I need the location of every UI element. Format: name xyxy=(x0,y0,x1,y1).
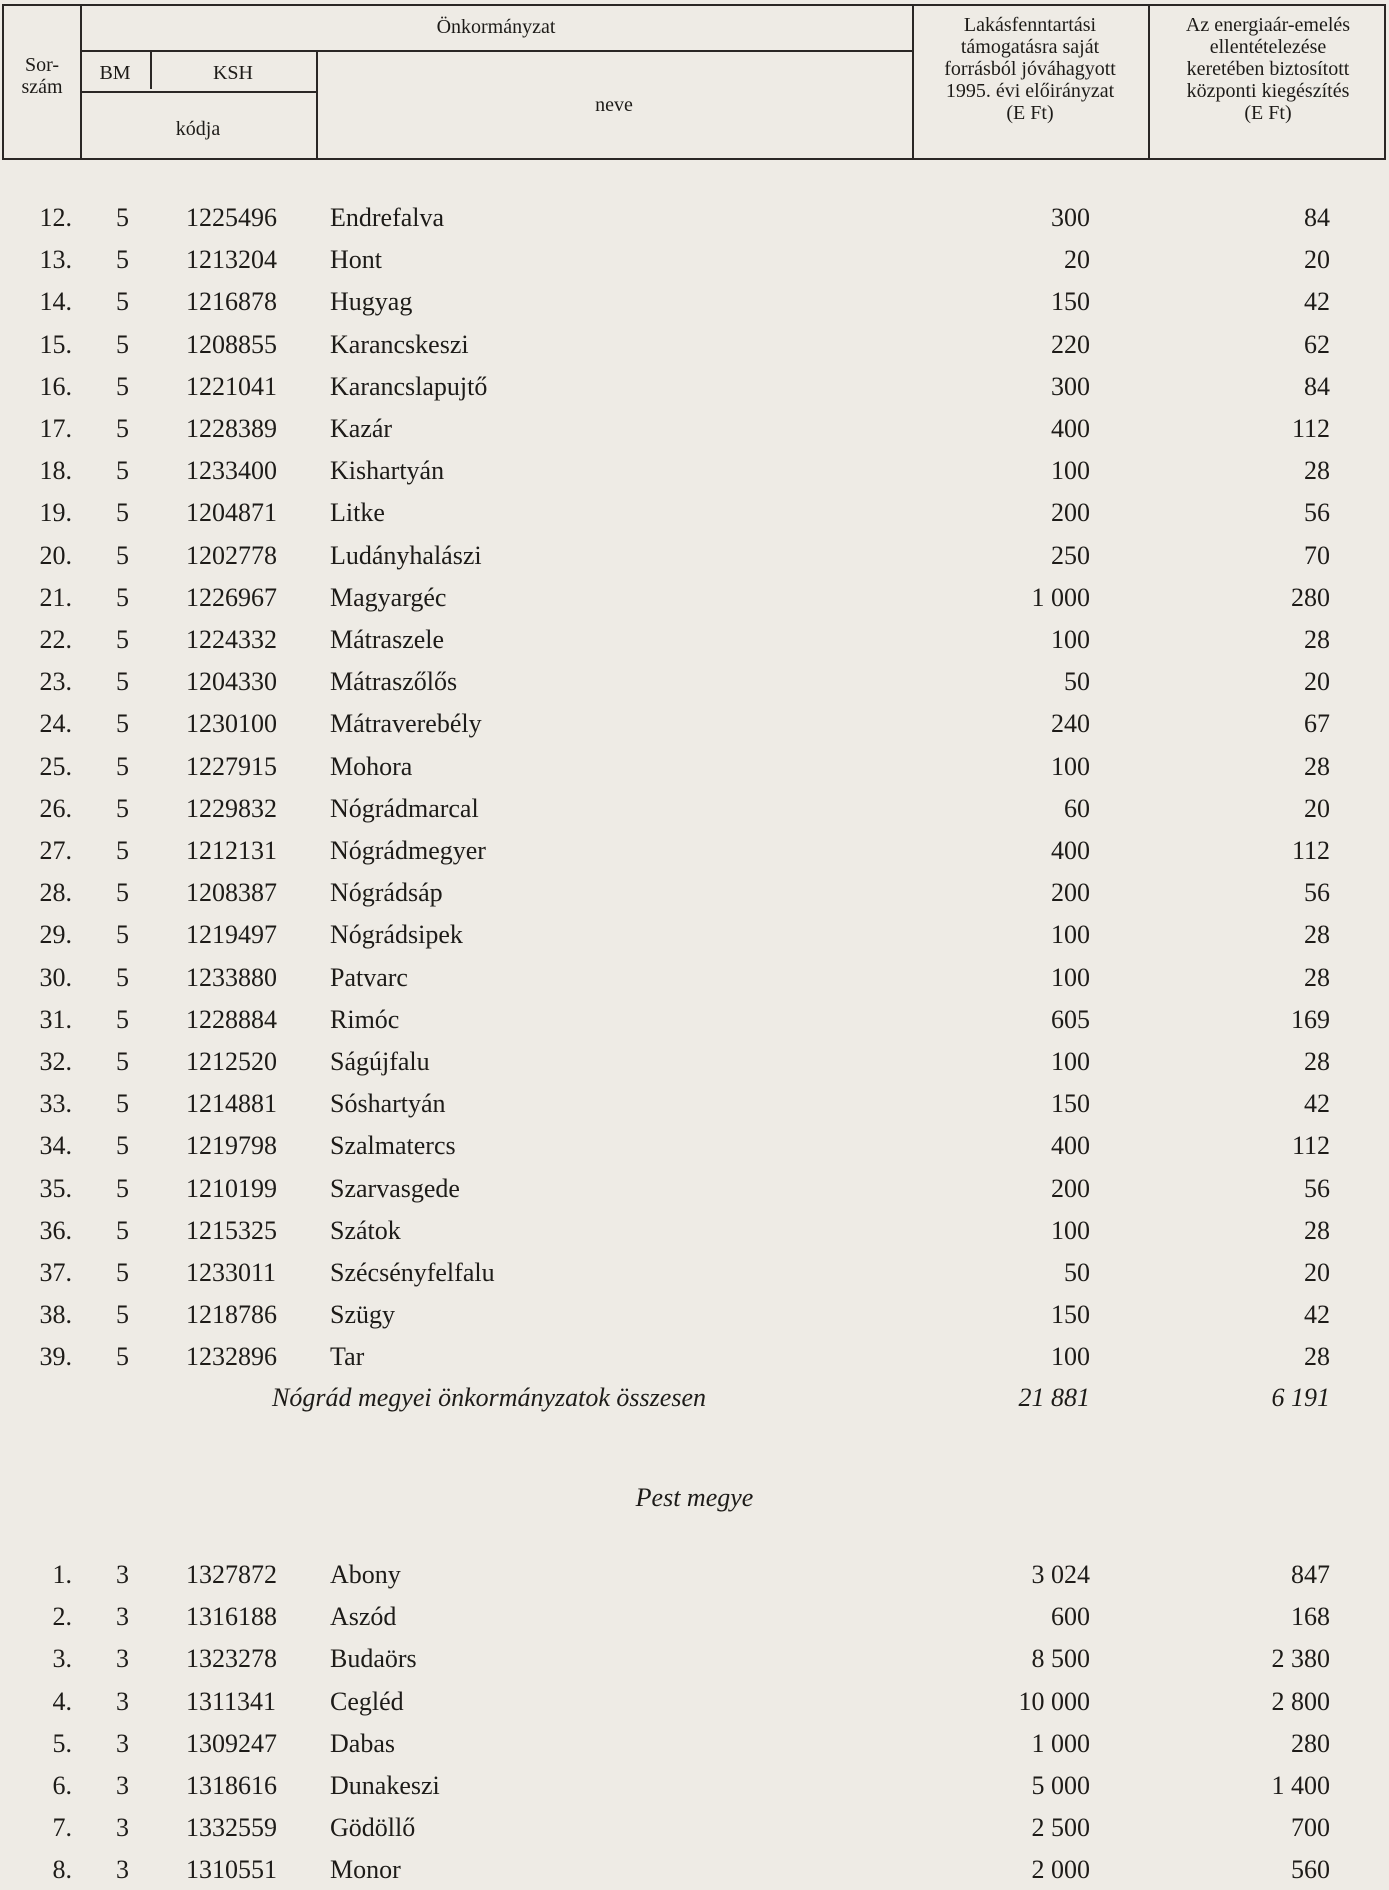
row-bm-code: 5 xyxy=(116,203,129,232)
row-fund: 250 xyxy=(1051,540,1090,570)
row-bm-code: 5 xyxy=(116,287,129,317)
row-number: 3. xyxy=(52,1644,72,1674)
row-bm-code: 3 xyxy=(116,1644,129,1674)
header-ksh: KSH xyxy=(212,62,253,84)
row-compensation: 28 xyxy=(1304,1047,1330,1076)
row-ksh-code: 1229832 xyxy=(186,793,277,823)
row-number: 16. xyxy=(39,371,72,401)
table-row xyxy=(0,536,1389,576)
row-number: 4. xyxy=(52,1686,72,1716)
table-row xyxy=(0,240,1389,280)
table-row xyxy=(0,1000,1389,1040)
row-bm-code: 3 xyxy=(116,1686,129,1716)
table-row xyxy=(0,873,1389,913)
row-number: 8. xyxy=(52,1855,72,1885)
row-number: 35. xyxy=(39,1173,72,1203)
row-name: Mátraverebély xyxy=(330,709,482,739)
row-bm-code: 5 xyxy=(116,1131,129,1161)
row-compensation: 70 xyxy=(1304,540,1330,570)
row-ksh-code: 1221041 xyxy=(186,371,277,401)
row-name: Endrefalva xyxy=(330,203,445,232)
table-row xyxy=(0,1682,1389,1722)
row-fund: 1 000 xyxy=(1031,582,1090,612)
row-bm-code: 3 xyxy=(116,1602,129,1632)
row-number: 12. xyxy=(39,203,72,232)
row-compensation: 56 xyxy=(1304,1173,1330,1203)
row-bm-code: 5 xyxy=(116,836,129,865)
table-row xyxy=(0,704,1389,744)
table-row xyxy=(0,747,1389,787)
row-bm-code: 5 xyxy=(116,1004,129,1034)
table-row xyxy=(0,1295,1389,1335)
row-number: 17. xyxy=(39,414,72,443)
row-fund: 605 xyxy=(1051,1004,1090,1034)
row-number: 21. xyxy=(39,582,72,612)
row-fund: 60 xyxy=(1064,793,1090,823)
row-fund: 100 xyxy=(1051,625,1090,654)
row-compensation: 42 xyxy=(1304,1300,1330,1330)
row-number: 25. xyxy=(39,751,72,781)
row-number: 15. xyxy=(39,329,72,359)
header-neve: neve xyxy=(595,94,633,116)
row-name: Nógrádsáp xyxy=(330,878,443,908)
row-ksh-code: 1310551 xyxy=(186,1855,277,1885)
row-name: Ludányhalászi xyxy=(330,540,482,570)
row-name: Hont xyxy=(330,245,382,275)
row-ksh-code: 1227915 xyxy=(186,751,277,781)
row-number: 34. xyxy=(39,1131,72,1161)
row-ksh-code: 1204330 xyxy=(186,667,277,697)
row-fund: 100 xyxy=(1051,1215,1090,1245)
row-ksh-code: 1224332 xyxy=(186,625,277,654)
row-fund: 20 xyxy=(1064,245,1090,275)
table-row xyxy=(0,1169,1389,1209)
row-name: Abony xyxy=(330,1560,401,1589)
header-kodja: kódja xyxy=(175,118,221,140)
row-ksh-code: 1202778 xyxy=(186,540,277,570)
table-row xyxy=(0,1211,1389,1251)
row-number: 19. xyxy=(39,498,72,528)
row-bm-code: 5 xyxy=(116,1342,129,1372)
table-row xyxy=(0,451,1389,491)
row-name: Karancskeszi xyxy=(330,329,469,359)
table-row xyxy=(0,662,1389,702)
row-ksh-code: 1232896 xyxy=(186,1342,277,1372)
row-ksh-code: 1309247 xyxy=(186,1728,277,1758)
row-name: Szécsényfelfalu xyxy=(330,1258,495,1287)
row-number: 36. xyxy=(39,1215,72,1245)
row-name: Szalmatercs xyxy=(330,1131,456,1161)
row-compensation: 112 xyxy=(1291,1131,1330,1161)
row-ksh-code: 1316188 xyxy=(186,1602,277,1632)
table-row xyxy=(0,789,1389,829)
row-ksh-code: 1332559 xyxy=(186,1813,277,1843)
row-compensation: 67 xyxy=(1304,709,1330,739)
row-name: Nógrádsipek xyxy=(330,920,463,950)
total-label: Nógrád megyei önkormányzatok összesen xyxy=(272,1383,706,1412)
row-number: 39. xyxy=(39,1342,72,1372)
row-ksh-code: 1233400 xyxy=(186,456,277,486)
row-fund: 5 000 xyxy=(1031,1771,1090,1800)
table-row xyxy=(0,578,1389,618)
row-compensation: 20 xyxy=(1304,667,1330,697)
row-fund: 600 xyxy=(1051,1602,1090,1632)
row-name: Mohora xyxy=(330,751,413,781)
row-number: 5. xyxy=(52,1728,72,1758)
row-compensation: 84 xyxy=(1304,203,1330,232)
row-number: 22. xyxy=(39,625,72,654)
section-title-pest: Pest megye xyxy=(635,1483,754,1512)
row-name: Gödöllő xyxy=(330,1813,416,1843)
row-fund: 150 xyxy=(1051,287,1090,317)
row-fund: 400 xyxy=(1051,414,1090,443)
row-bm-code: 5 xyxy=(116,709,129,739)
row-name: Ságújfalu xyxy=(330,1047,430,1076)
table-row xyxy=(0,1253,1389,1293)
row-name: Szügy xyxy=(330,1300,395,1330)
row-name: Szarvasgede xyxy=(330,1173,460,1203)
table-row xyxy=(0,409,1389,449)
row-bm-code: 5 xyxy=(116,1215,129,1245)
row-name: Mátraszőlős xyxy=(330,667,458,697)
table-row xyxy=(0,1597,1389,1637)
row-bm-code: 5 xyxy=(116,667,129,697)
row-bm-code: 5 xyxy=(116,540,129,570)
row-number: 24. xyxy=(39,709,72,739)
row-fund: 100 xyxy=(1051,1047,1090,1076)
row-number: 13. xyxy=(39,245,72,275)
row-name: Szátok xyxy=(330,1215,401,1245)
row-fund: 100 xyxy=(1051,751,1090,781)
table-row xyxy=(0,198,1389,238)
table-row xyxy=(0,282,1389,322)
row-fund: 220 xyxy=(1051,329,1090,359)
table-row xyxy=(0,1337,1389,1377)
row-compensation: 112 xyxy=(1291,414,1330,443)
row-compensation: 42 xyxy=(1304,287,1330,317)
row-compensation: 28 xyxy=(1304,456,1330,486)
row-bm-code: 3 xyxy=(116,1813,129,1843)
table-row xyxy=(0,367,1389,407)
row-ksh-code: 1214881 xyxy=(186,1089,277,1119)
row-name: Karancslapujtő xyxy=(330,371,488,401)
total-fund: 21 881 xyxy=(1018,1383,1090,1412)
row-name: Cegléd xyxy=(330,1686,404,1716)
row-name: Kazár xyxy=(330,414,393,443)
row-compensation: 20 xyxy=(1304,1258,1330,1287)
row-ksh-code: 1212131 xyxy=(186,836,277,865)
row-bm-code: 5 xyxy=(116,793,129,823)
table-row xyxy=(0,493,1389,533)
row-number: 28. xyxy=(39,878,72,908)
row-name: Nógrádmegyer xyxy=(330,836,486,865)
row-number: 14. xyxy=(39,287,72,317)
table-row xyxy=(0,958,1389,998)
row-compensation: 28 xyxy=(1304,962,1330,992)
table-row xyxy=(0,1766,1389,1806)
row-compensation: 28 xyxy=(1304,1215,1330,1245)
row-ksh-code: 1228884 xyxy=(186,1004,277,1034)
row-bm-code: 5 xyxy=(116,1300,129,1330)
row-compensation: 169 xyxy=(1291,1004,1330,1034)
row-ksh-code: 1213204 xyxy=(186,245,277,275)
row-fund: 200 xyxy=(1051,498,1090,528)
row-bm-code: 5 xyxy=(116,625,129,654)
total-compensation: 6 191 xyxy=(1271,1383,1330,1412)
row-ksh-code: 1208855 xyxy=(186,329,277,359)
row-compensation: 2 800 xyxy=(1271,1686,1330,1716)
table-row xyxy=(0,915,1389,955)
row-compensation: 280 xyxy=(1291,582,1330,612)
row-fund: 200 xyxy=(1051,1173,1090,1203)
row-fund: 100 xyxy=(1051,920,1090,950)
row-ksh-code: 1226967 xyxy=(186,582,277,612)
row-number: 2. xyxy=(52,1602,72,1632)
row-bm-code: 5 xyxy=(116,962,129,992)
row-number: 37. xyxy=(39,1258,72,1287)
row-name: Nógrádmarcal xyxy=(330,793,479,823)
row-name: Kishartyán xyxy=(330,456,445,486)
nograd-total-row xyxy=(0,1378,1389,1418)
row-fund: 100 xyxy=(1051,456,1090,486)
row-ksh-code: 1228389 xyxy=(186,414,277,443)
row-ksh-code: 1327872 xyxy=(186,1560,277,1589)
row-name: Litke xyxy=(330,498,385,528)
row-bm-code: 5 xyxy=(116,1258,129,1287)
header-fund-column: Lakásfenntartási támogatásra saját forrásból jóváhagyott 1995. évi előirányzat (E Ft) xyxy=(944,14,1116,124)
row-fund: 100 xyxy=(1051,962,1090,992)
row-bm-code: 5 xyxy=(116,245,129,275)
row-ksh-code: 1318616 xyxy=(186,1771,277,1800)
row-name: Sóshartyán xyxy=(330,1089,446,1119)
row-compensation: 112 xyxy=(1291,836,1330,865)
row-name: Mátraszele xyxy=(330,625,445,654)
row-compensation: 280 xyxy=(1291,1728,1330,1758)
row-ksh-code: 1233880 xyxy=(186,962,277,992)
row-name: Magyargéc xyxy=(330,582,447,612)
row-fund: 240 xyxy=(1051,709,1090,739)
row-bm-code: 5 xyxy=(116,1173,129,1203)
header-divider xyxy=(80,91,316,93)
row-ksh-code: 1323278 xyxy=(186,1644,277,1674)
row-ksh-code: 1219497 xyxy=(186,920,277,950)
row-compensation: 847 xyxy=(1291,1560,1330,1589)
row-fund: 8 500 xyxy=(1031,1644,1090,1674)
row-name: Dabas xyxy=(330,1728,395,1758)
table-row xyxy=(0,1555,1389,1595)
table-row xyxy=(0,1084,1389,1124)
row-bm-code: 5 xyxy=(116,414,129,443)
table-row xyxy=(0,1808,1389,1848)
row-fund: 10 000 xyxy=(1018,1686,1090,1716)
row-number: 38. xyxy=(39,1300,72,1330)
row-bm-code: 5 xyxy=(116,582,129,612)
row-name: Hugyag xyxy=(330,287,413,317)
row-fund: 300 xyxy=(1051,371,1090,401)
row-compensation: 560 xyxy=(1291,1855,1330,1885)
row-compensation: 28 xyxy=(1304,920,1330,950)
row-fund: 100 xyxy=(1051,1342,1090,1372)
row-compensation: 20 xyxy=(1304,245,1330,275)
row-compensation: 28 xyxy=(1304,751,1330,781)
row-name: Aszód xyxy=(330,1602,397,1632)
row-number: 30. xyxy=(39,962,72,992)
row-bm-code: 5 xyxy=(116,498,129,528)
row-number: 23. xyxy=(39,667,72,697)
header-bm: BM xyxy=(99,62,131,84)
table-row xyxy=(0,325,1389,365)
row-number: 26. xyxy=(39,793,72,823)
row-compensation: 42 xyxy=(1304,1089,1330,1119)
row-number: 29. xyxy=(39,920,72,950)
row-number: 7. xyxy=(52,1813,72,1843)
row-name: Rimóc xyxy=(330,1004,400,1034)
table-row xyxy=(0,1042,1389,1082)
row-bm-code: 3 xyxy=(116,1855,129,1885)
row-bm-code: 3 xyxy=(116,1728,129,1758)
table-row xyxy=(0,1639,1389,1679)
row-ksh-code: 1215325 xyxy=(186,1215,277,1245)
header-divider xyxy=(80,50,912,52)
row-bm-code: 5 xyxy=(116,329,129,359)
row-compensation: 168 xyxy=(1291,1602,1330,1632)
table-row xyxy=(0,1126,1389,1166)
table-row xyxy=(0,831,1389,871)
row-number: 32. xyxy=(39,1047,72,1076)
row-bm-code: 5 xyxy=(116,751,129,781)
row-fund: 400 xyxy=(1051,1131,1090,1161)
row-compensation: 700 xyxy=(1291,1813,1330,1843)
row-fund: 50 xyxy=(1064,667,1090,697)
row-compensation: 56 xyxy=(1304,878,1330,908)
table-header xyxy=(2,4,1386,160)
row-name: Dunakeszi xyxy=(330,1771,440,1800)
row-name: Budaörs xyxy=(330,1644,417,1674)
row-compensation: 1 400 xyxy=(1271,1771,1330,1800)
row-number: 31. xyxy=(39,1004,72,1034)
row-fund: 200 xyxy=(1051,878,1090,908)
row-bm-code: 5 xyxy=(116,878,129,908)
row-compensation: 28 xyxy=(1304,1342,1330,1372)
row-bm-code: 5 xyxy=(116,920,129,950)
row-ksh-code: 1210199 xyxy=(186,1173,277,1203)
row-bm-code: 5 xyxy=(116,371,129,401)
header-sorszam: Sor- szám xyxy=(21,54,63,98)
row-name: Monor xyxy=(330,1855,401,1885)
row-ksh-code: 1233011 xyxy=(186,1258,277,1287)
row-fund: 2 000 xyxy=(1031,1855,1090,1885)
row-fund: 150 xyxy=(1051,1089,1090,1119)
row-bm-code: 5 xyxy=(116,1047,129,1076)
table-row xyxy=(0,620,1389,660)
row-fund: 50 xyxy=(1064,1258,1090,1287)
row-number: 6. xyxy=(52,1771,72,1800)
row-ksh-code: 1218786 xyxy=(186,1300,277,1330)
row-ksh-code: 1225496 xyxy=(186,203,277,232)
row-ksh-code: 1204871 xyxy=(186,498,277,528)
row-ksh-code: 1311341 xyxy=(186,1686,277,1716)
row-number: 1. xyxy=(52,1560,72,1589)
row-number: 20. xyxy=(39,540,72,570)
row-bm-code: 5 xyxy=(116,1089,129,1119)
row-bm-code: 5 xyxy=(116,456,129,486)
row-compensation: 84 xyxy=(1304,371,1330,401)
row-fund: 3 024 xyxy=(1031,1560,1090,1589)
row-number: 18. xyxy=(39,456,72,486)
table-row xyxy=(0,1850,1389,1890)
header-onkormanyzat: Önkormányzat xyxy=(436,16,556,38)
row-ksh-code: 1208387 xyxy=(186,878,277,908)
row-fund: 150 xyxy=(1051,1300,1090,1330)
row-ksh-code: 1212520 xyxy=(186,1047,277,1076)
row-compensation: 62 xyxy=(1304,329,1330,359)
row-fund: 400 xyxy=(1051,836,1090,865)
row-number: 33. xyxy=(39,1089,72,1119)
row-fund: 1 000 xyxy=(1031,1728,1090,1758)
row-fund: 300 xyxy=(1051,203,1090,232)
row-compensation: 2 380 xyxy=(1271,1644,1330,1674)
row-name: Patvarc xyxy=(330,962,408,992)
table-row xyxy=(0,1724,1389,1764)
row-compensation: 28 xyxy=(1304,625,1330,654)
row-number: 27. xyxy=(39,836,72,865)
header-compensation-column: Az energiaár-emelés ellentételezése keretében biztosított központi kiegészítés (E Ft) xyxy=(1185,14,1351,124)
row-compensation: 20 xyxy=(1304,793,1330,823)
row-bm-code: 3 xyxy=(116,1560,129,1589)
row-name: Tar xyxy=(330,1342,365,1372)
row-ksh-code: 1219798 xyxy=(186,1131,277,1161)
row-bm-code: 3 xyxy=(116,1771,129,1800)
row-fund: 2 500 xyxy=(1031,1813,1090,1843)
row-ksh-code: 1230100 xyxy=(186,709,277,739)
row-compensation: 56 xyxy=(1304,498,1330,528)
row-ksh-code: 1216878 xyxy=(186,287,277,317)
